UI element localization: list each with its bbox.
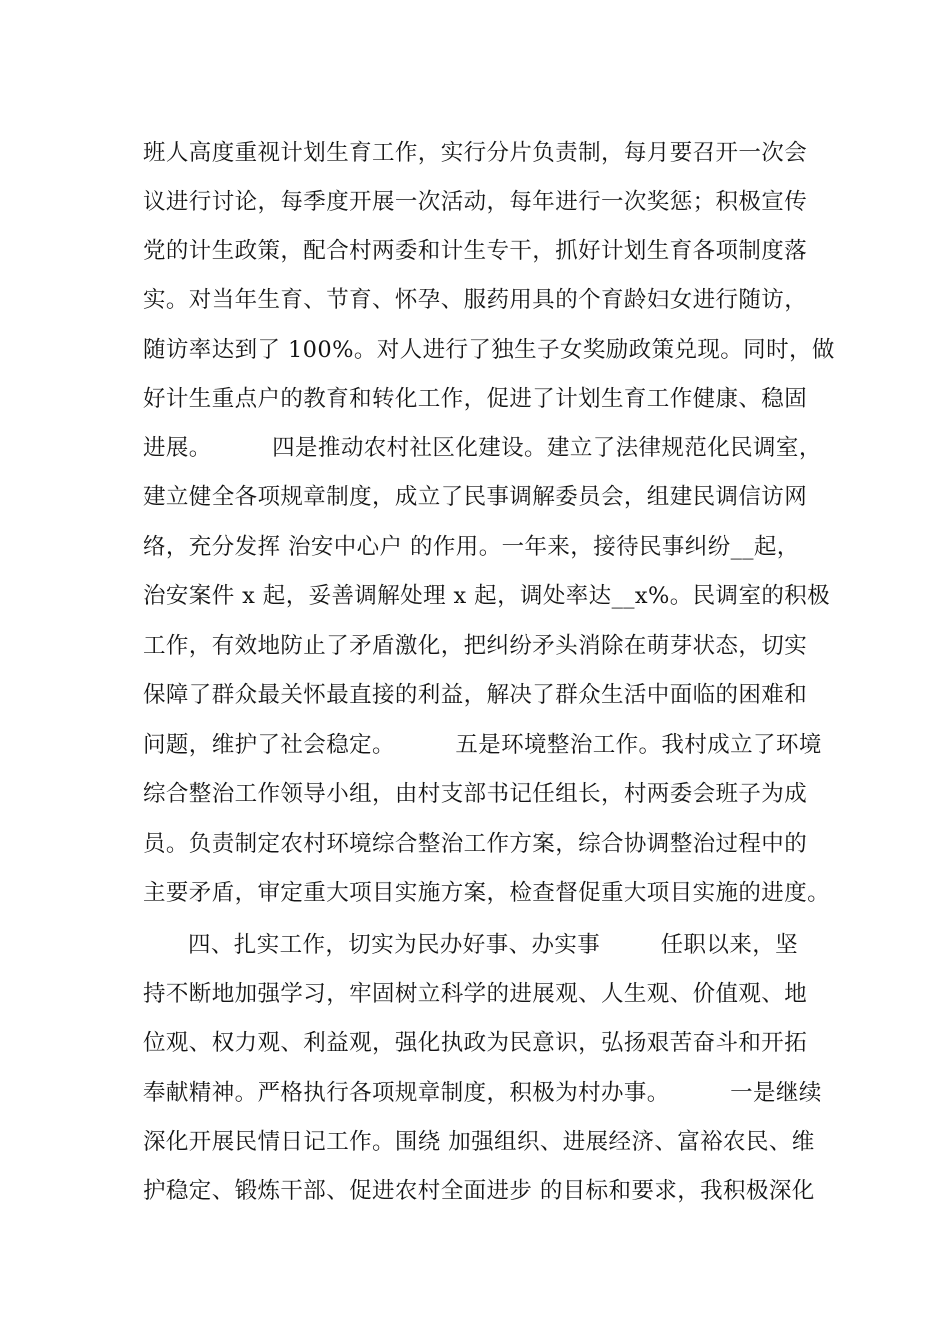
text-line: 班人高度重视计划生育工作，实行分片负责制，每月要召开一次会 bbox=[143, 140, 808, 166]
text-line: 随访率达到了 100%。对人进行了独生子女奖励政策兑现。同时，做 bbox=[143, 337, 835, 363]
text-line: 党的计生政策，配合村两委和计生专干，抓好计划生育各项制度落 bbox=[143, 238, 808, 264]
text-line: 综合整治工作领导小组，由村支部书记任组长，村两委会班子为成 bbox=[143, 781, 808, 807]
text-line: 员。负责制定农村环境综合整治工作方案，综合协调整治过程中的 bbox=[143, 831, 808, 857]
text-line: 护稳定、锻炼干部、促进农村全面进步 的目标和要求，我积极深化 bbox=[143, 1178, 815, 1204]
text-line: 保障了群众最关怀最直接的利益，解决了群众生活中面临的困难和 bbox=[143, 682, 808, 708]
text-line: 议进行讨论，每季度开展一次活动，每年进行一次奖惩；积极宣传 bbox=[143, 189, 808, 215]
text-line: 络，充分发挥 治安中心户 的作用。一年来，接待民事纠纷__起， bbox=[143, 534, 800, 560]
text-line: 持不断地加强学习，牢固树立科学的进展观、人生观、价值观、地 bbox=[143, 981, 808, 1007]
text-line: 问题，维护了社会稳定。 五是环境整治工作。我村成立了环境 bbox=[143, 732, 822, 758]
text-line: 好计生重点户的教育和转化工作，促进了计划生育工作健康、稳固 bbox=[143, 386, 808, 412]
text-line: 进展。 四是推动农村社区化建设。建立了法律规范化民调室， bbox=[143, 435, 822, 461]
section-heading-line: 四、扎实工作，切实为民办好事、办实事 任职以来，坚 bbox=[188, 932, 799, 958]
text-line: 实。对当年生育、节育、怀孕、服药用具的个育龄妇女进行随访， bbox=[143, 287, 808, 313]
text-line: 深化开展民情日记工作。围绕 加强组织、进展经济、富裕农民、维 bbox=[143, 1129, 815, 1155]
text-line: 建立健全各项规章制度，成立了民事调解委员会，组建民调信访网 bbox=[143, 484, 808, 510]
text-line: 工作，有效地防止了矛盾激化，把纠纷矛头消除在萌芽状态，切实 bbox=[143, 633, 808, 659]
text-line: 主要矛盾，审定重大项目实施方案，检查督促重大项目实施的进度。 bbox=[143, 880, 831, 906]
text-line: 治安案件 x 起，妥善调解处理 x 起，调处率达__x%。民调室的积极 bbox=[143, 583, 831, 609]
text-line: 奉献精神。严格执行各项规章制度，积极为村办事。 一是继续 bbox=[143, 1080, 822, 1106]
text-line: 位观、权力观、利益观，强化执政为民意识，弘扬艰苦奋斗和开拓 bbox=[143, 1030, 808, 1056]
